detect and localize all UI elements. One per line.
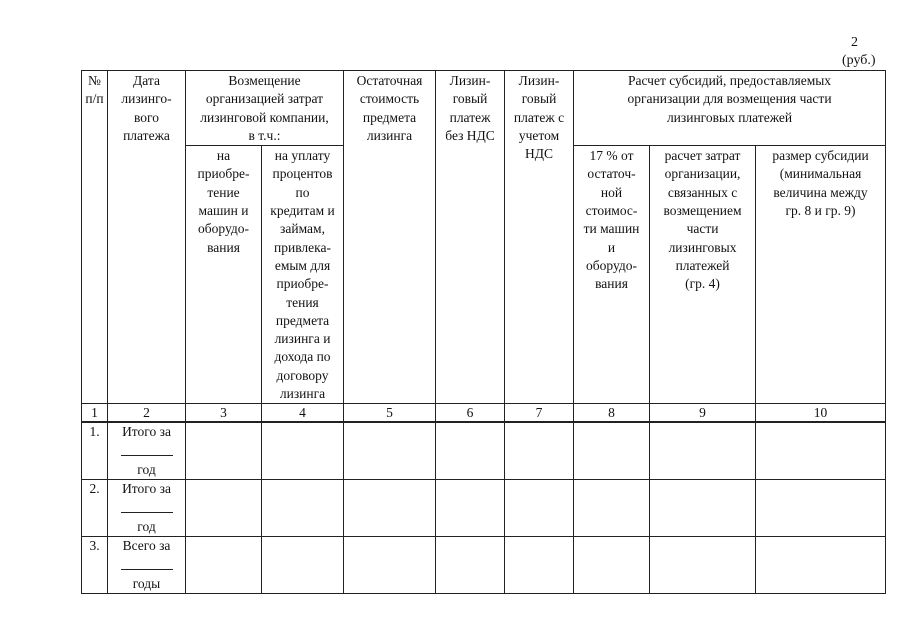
table-cell [186, 480, 262, 537]
header-col-6: Лизин- говый платеж без НДС [436, 71, 505, 404]
header-group-compensation: Возмещение организацией затрат лизинговой компании, в т.ч.: [186, 71, 344, 146]
table-cell [344, 480, 436, 537]
row-year-blank [108, 498, 185, 518]
table-cell [186, 537, 262, 594]
header-row-top [82, 71, 886, 146]
header-col-4: на уплату процентов по кредитам и займам, привлека- емым для приобре- тения предмета лизинга и дохода по договору лизинга [262, 146, 344, 404]
table-cell [756, 537, 886, 594]
row-label [108, 480, 186, 537]
table-row [82, 422, 886, 480]
header-col-8: 17 % от остаточ- ной стоимос- ти машин и оборудо- вания [574, 146, 650, 404]
row-label-bottom: год [137, 462, 156, 478]
table-cell [262, 480, 344, 537]
row-label-top: Итого за [122, 481, 171, 497]
table-cell [505, 537, 574, 594]
header-col-10: размер субсидии (минимальная величина между гр. 8 и гр. 9) [756, 146, 886, 404]
column-number: 9 [650, 404, 756, 423]
header-col-5: Остаточная стоимость предмета лизинга [344, 71, 436, 404]
table-cell [650, 480, 756, 537]
table-cell [574, 422, 650, 480]
leasing-subsidy-table [81, 70, 886, 594]
row-label-top: Итого за [122, 424, 171, 440]
column-number: 10 [756, 404, 886, 423]
row-number: 3. [82, 537, 108, 594]
header-col-3: на приобре- тение машин и оборудо- вания [186, 146, 262, 404]
currency-unit-label: (руб.) [842, 53, 876, 68]
row-label [108, 537, 186, 594]
table-cell [436, 537, 505, 594]
column-number: 4 [262, 404, 344, 423]
table-cell [344, 422, 436, 480]
row-label-bottom: годы [132, 576, 161, 592]
row-label-bottom: год [137, 519, 156, 535]
table-cell [262, 537, 344, 594]
table-cell [574, 480, 650, 537]
table-cell [756, 422, 886, 480]
header-group-subsidy: Расчет субсидий, предоставляемых организации для возмещения части лизинговых платежей [574, 71, 886, 146]
table-row [82, 480, 886, 537]
table-cell [574, 537, 650, 594]
column-number: 8 [574, 404, 650, 423]
table-cell [756, 480, 886, 537]
column-number: 1 [82, 404, 108, 423]
table-cell [262, 422, 344, 480]
header-col-9: расчет затрат организации, связанных с возмещением части лизинговых платежей (гр. 4) [650, 146, 756, 404]
row-year-blank [108, 441, 185, 461]
table-cell [650, 422, 756, 480]
header-col-2: Дата лизинго- вого платежа [108, 71, 186, 404]
column-number: 6 [436, 404, 505, 423]
table-cell [436, 422, 505, 480]
table-row [82, 537, 886, 594]
row-year-blank [108, 555, 185, 575]
table-cell [186, 422, 262, 480]
page-number: 2 [851, 35, 858, 50]
header-col-1: № п/п [82, 71, 108, 404]
column-number: 7 [505, 404, 574, 423]
column-number: 3 [186, 404, 262, 423]
row-label [108, 422, 186, 480]
table-cell [650, 537, 756, 594]
table-cell [505, 480, 574, 537]
table-cell [344, 537, 436, 594]
row-number: 2. [82, 480, 108, 537]
column-number: 2 [108, 404, 186, 423]
row-label-top: Всего за [122, 538, 171, 554]
column-number-row [82, 404, 886, 423]
column-number: 5 [344, 404, 436, 423]
table-cell [436, 480, 505, 537]
header-col-7: Лизин- говый платеж с учетом НДС [505, 71, 574, 404]
row-number: 1. [82, 422, 108, 480]
table-cell [505, 422, 574, 480]
